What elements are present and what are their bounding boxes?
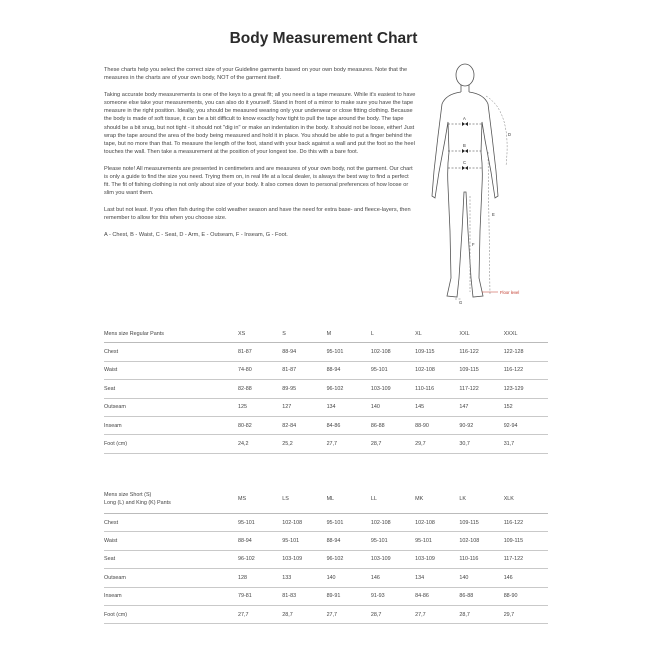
table-cell: 88-90 (504, 587, 548, 605)
label-e: E (492, 212, 495, 217)
intro-paragraph: Please note! All measurements are presented in centimeters and are measures of your own body, not the garment. Our chart is only a guide to find the size you need. Trying them on, in real life at a local dealer, is always the best way to find a perfect fit. The fit of fishing clothing is not only about size of your body. It also comes down to personal preferences of how loose or slim you want them. (104, 165, 413, 197)
table-header-row (104, 325, 548, 343)
table-cell: 95-101 (282, 532, 326, 550)
table-cell: 123-129 (504, 380, 548, 398)
label-a: A (463, 116, 466, 121)
table-cell: 102-108 (282, 514, 326, 532)
table-row (104, 435, 548, 453)
table-row (104, 514, 548, 532)
table-row (104, 550, 548, 568)
body-outline (432, 64, 498, 297)
table-cell: 146 (371, 569, 415, 587)
table-cell: 103-109 (415, 550, 459, 568)
table-cell: 29,7 (415, 435, 459, 453)
table-row (104, 380, 548, 398)
table-header-cell: Mens size Short (S) Long (L) and King (K) Pants (104, 484, 238, 514)
table-cell: 81-83 (282, 587, 326, 605)
table-cell: 96-102 (327, 380, 371, 398)
table-cell: 28,7 (282, 605, 326, 623)
table-cell: 84-86 (327, 416, 371, 434)
intro-paragraph: These charts help you select the correct size of your Guideline garments based on your own body measures. Note that the measures in the charts are of your own body, NOT of the garment itself. (104, 67, 408, 82)
table-cell: 103-109 (371, 380, 415, 398)
table-cell: 102-108 (415, 514, 459, 532)
table-cell: 88-94 (327, 532, 371, 550)
table-cell: 29,7 (504, 605, 548, 623)
label-c: C (463, 160, 467, 165)
table-cell: Outseam (104, 569, 238, 587)
table-cell: 89-91 (327, 587, 371, 605)
intro-text (104, 66, 416, 247)
table-cell: 95-101 (238, 514, 282, 532)
table-cell: Waist (104, 532, 238, 550)
table-cell: Seat (104, 550, 238, 568)
intro-paragraph: Taking accurate body measurements is one of the keys to a great fit; all you need is a tape measure. While it's easiest to have someone else take your measurements, you can also do it yourself. Stand in front of a mirror to make sure you have the tape measure in the right position. Ideally, you should be measured wearing only your underwear or close fitting clothing. Because the body is made of soft tissue, it can be a bit difficult to know exactly how tight to pull the tape around the body. The tape should be a bit snug, but not tight - it should not "dig in" or make an indentation in the body. It should not be loose, either! Just wrap the tape around the area of the body being measured and hold it in place. You should be able to put a finger behind the tape, but no more than that. To measure the length of the foot, stand with your back against a wall and put the foot so the heel touches the wall. Then take a measurement at the position of your longest toe. Do this with a bare foot. (104, 91, 416, 156)
table-row (104, 532, 548, 550)
table-row (104, 343, 548, 361)
table-cell: Inseam (104, 416, 238, 434)
table-cell: 24,2 (238, 435, 282, 453)
table-row (104, 605, 548, 623)
table-cell: 31,7 (504, 435, 548, 453)
table-cell: 102-108 (371, 514, 415, 532)
table-cell: 74-80 (238, 361, 282, 379)
table-cell: 91-93 (371, 587, 415, 605)
table-cell: 28,7 (371, 435, 415, 453)
label-g: G (459, 300, 463, 305)
table-header-cell: M (327, 325, 371, 343)
table-cell: 109-115 (415, 343, 459, 361)
table-cell: 86-88 (459, 587, 503, 605)
table-header-cell: LL (371, 484, 415, 514)
table-cell: Seat (104, 380, 238, 398)
table-cell: 96-102 (327, 550, 371, 568)
table-cell: 96-102 (238, 550, 282, 568)
table-cell: 81-87 (282, 361, 326, 379)
table-cell: 102-108 (415, 361, 459, 379)
intro-paragraph: Last but not least. If you often fish during the cold weather season and have the need for extra base- and fleece-layers, then remember to allow for this when you choose size. (104, 207, 411, 222)
table-cell: Foot (cm) (104, 605, 238, 623)
regular-pants-size-table (104, 325, 548, 454)
table-cell: Waist (104, 361, 238, 379)
table-header-cell: XLK (504, 484, 548, 514)
table-row (104, 361, 548, 379)
table-cell: 92-94 (504, 416, 548, 434)
table-cell: 90-92 (459, 416, 503, 434)
table-header-cell: XXXL (504, 325, 548, 343)
table-cell: 95-101 (371, 361, 415, 379)
page-title: Body Measurement Chart (229, 30, 418, 47)
table-header-cell: LS (282, 484, 326, 514)
table-cell: 88-94 (327, 361, 371, 379)
table-header-row (104, 484, 548, 514)
table-row (104, 416, 548, 434)
table-header-cell: XS (238, 325, 282, 343)
short-long-king-pants-size-table (104, 484, 548, 624)
table-cell: 110-116 (415, 380, 459, 398)
table-cell: 80-82 (238, 416, 282, 434)
table-cell: Foot (cm) (104, 435, 238, 453)
table-row (104, 398, 548, 416)
table-cell: 28,7 (459, 605, 503, 623)
table-cell: 133 (282, 569, 326, 587)
table-cell: Chest (104, 343, 238, 361)
label-d: D (508, 132, 512, 137)
table-header-cell: MS (238, 484, 282, 514)
table-cell: 81-87 (238, 343, 282, 361)
table-cell: 27,7 (415, 605, 459, 623)
table-header-cell: XL (415, 325, 459, 343)
table-cell: 82-84 (282, 416, 326, 434)
table-cell: 27,7 (327, 435, 371, 453)
table-cell: Chest (104, 514, 238, 532)
table-cell: 89-95 (282, 380, 326, 398)
table-cell: 134 (415, 569, 459, 587)
table-cell: 88-94 (238, 532, 282, 550)
table-cell: 102-108 (459, 532, 503, 550)
table-cell: 140 (327, 569, 371, 587)
table-header-cell: XXL (459, 325, 503, 343)
table-cell: 95-101 (327, 514, 371, 532)
table-cell: 109-115 (504, 532, 548, 550)
table-cell: 134 (327, 398, 371, 416)
table-header-cell: S (282, 325, 326, 343)
table-cell: 117-122 (459, 380, 503, 398)
table-cell: 116-122 (459, 343, 503, 361)
table-cell: 122-128 (504, 343, 548, 361)
table-cell: 103-109 (282, 550, 326, 568)
table-cell: 27,7 (327, 605, 371, 623)
table-cell: 146 (504, 569, 548, 587)
table-cell: 103-109 (371, 550, 415, 568)
table-cell: 95-101 (415, 532, 459, 550)
table-cell: 117-122 (504, 550, 548, 568)
table-header-cell: L (371, 325, 415, 343)
table-cell: Inseam (104, 587, 238, 605)
table-cell: 95-101 (327, 343, 371, 361)
table-cell: 88-94 (282, 343, 326, 361)
measurement-legend: A - Chest, B - Waist, C - Seat, D - Arm, E - Outseam, F - Inseam, G - Foot. (104, 231, 288, 238)
table-row (104, 569, 548, 587)
table-cell: 147 (459, 398, 503, 416)
table-cell: 128 (238, 569, 282, 587)
table-cell: 125 (238, 398, 282, 416)
table-cell: 116-122 (504, 514, 548, 532)
floor-level-label: Floor level (500, 290, 520, 295)
table-cell: 28,7 (371, 605, 415, 623)
table-cell: 127 (282, 398, 326, 416)
label-f: F (472, 242, 475, 247)
table-cell: 30,7 (459, 435, 503, 453)
dimension-lines (455, 96, 507, 299)
table-header-cell: Mens size Regular Pants (104, 325, 238, 343)
table-cell: 79-81 (238, 587, 282, 605)
body-figure-illustration (420, 56, 550, 308)
table-cell: 140 (371, 398, 415, 416)
table-cell: 95-101 (371, 532, 415, 550)
table-cell: 84-86 (415, 587, 459, 605)
table-cell: 116-122 (504, 361, 548, 379)
table-cell: 86-88 (371, 416, 415, 434)
table-cell: 152 (504, 398, 548, 416)
table-row (104, 587, 548, 605)
table-cell: 109-115 (459, 514, 503, 532)
table-cell: 88-90 (415, 416, 459, 434)
label-b: B (463, 143, 466, 148)
table-cell: 110-116 (459, 550, 503, 568)
table-cell: 82-88 (238, 380, 282, 398)
table-header-cell: ML (327, 484, 371, 514)
table-header-cell: MK (415, 484, 459, 514)
table-cell: 27,7 (238, 605, 282, 623)
table-cell: Outseam (104, 398, 238, 416)
table-cell: 25,2 (282, 435, 326, 453)
table-cell: 109-115 (459, 361, 503, 379)
table-cell: 140 (459, 569, 503, 587)
table-cell: 145 (415, 398, 459, 416)
table-header-cell: LK (459, 484, 503, 514)
table-cell: 102-108 (371, 343, 415, 361)
